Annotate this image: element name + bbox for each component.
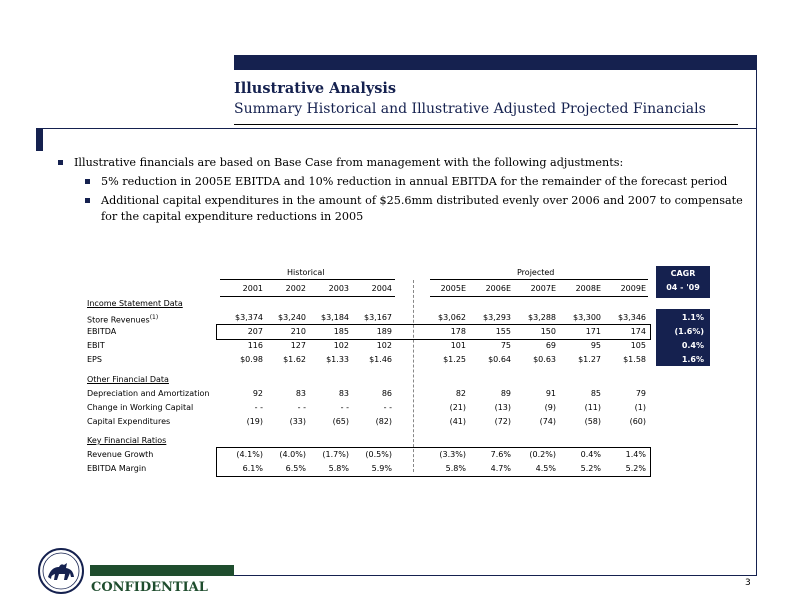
table-cell-store-revenues-2009E: $3,346	[618, 313, 646, 322]
table-cell-store-revenues-2005E: $3,062	[438, 313, 466, 322]
footnote-marker: (1)	[149, 314, 159, 321]
table-cell-ebit-2003: 102	[333, 341, 349, 350]
table-cell-da-2007E: 91	[545, 389, 556, 398]
year-rule-projected	[430, 296, 648, 297]
table-cell-ebitda-margin-2001: 6.1%	[242, 464, 263, 473]
table-cell-capex-2007E: (74)	[539, 417, 556, 426]
year-header-2007E: 2007E	[530, 284, 556, 293]
year-header-2004: 2004	[371, 284, 392, 293]
store-revenues-label: Store Revenues	[87, 315, 150, 325]
table-cell-eps-2007E: $0.63	[533, 355, 556, 364]
cagr-ebit: 0.4%	[681, 341, 704, 350]
table-cell-ebitda-2001: 207	[247, 327, 263, 336]
table-cell-rev-growth-2003: (1.7%)	[322, 450, 349, 459]
table-cell-ebitda-2007E: 150	[540, 327, 556, 336]
cagr-store-revenues: 1.1%	[681, 313, 704, 322]
table-cell-da-2002: 83	[295, 389, 306, 398]
table-cell-ebit-2008E: 95	[590, 341, 601, 350]
table-cell-store-revenues-2002: $3,240	[278, 313, 306, 322]
row-label-rev-growth: Revenue Growth	[87, 450, 154, 459]
table-cell-ebitda-margin-2009E: 5.2%	[625, 464, 646, 473]
year-header-2003: 2003	[328, 284, 349, 293]
table-cell-rev-growth-2006E: 7.6%	[490, 450, 511, 459]
page-title: Illustrative Analysis	[234, 80, 397, 97]
table-cell-eps-2002: $1.62	[283, 355, 306, 364]
cagr-ebitda: (1.6%)	[674, 327, 704, 336]
table-cell-ebit-2007E: 69	[545, 341, 556, 350]
table-cell-ebit-2001: 116	[247, 341, 263, 350]
bullet-sub-2-text: Additional capital expenditures in the amount of $25.6mm distributed evenly over 2006 and 2007 to compensate for the capital expenditure reductions in 2005	[101, 194, 743, 223]
table-cell-ebit-2009E: 105	[630, 341, 646, 350]
table-cell-capex-2009E: (60)	[629, 417, 646, 426]
table-cell-ebitda-2004: 189	[376, 327, 392, 336]
table-cell-wc-2004: - -	[383, 403, 392, 412]
table-cell-da-2008E: 85	[590, 389, 601, 398]
row-label-eps: EPS	[87, 355, 102, 364]
year-header-2001: 2001	[242, 284, 263, 293]
table-cell-da-2004: 86	[381, 389, 392, 398]
table-cell-ebitda-margin-2008E: 5.2%	[580, 464, 601, 473]
section-other: Other Financial Data	[87, 375, 169, 384]
table-cell-wc-2007E: (9)	[544, 403, 556, 412]
page-number: 3	[745, 578, 751, 588]
bullet-sub-1-text: 5% reduction in 2005E EBITDA and 10% reduction in annual EBITDA for the remainder of the forecast period	[101, 175, 728, 188]
table-cell-ebitda-margin-2004: 5.9%	[371, 464, 392, 473]
footer-green-bar	[90, 565, 234, 576]
table-cell-rev-growth-2002: (4.0%)	[279, 450, 306, 459]
bull-bear-logo-icon	[37, 547, 85, 595]
table-cell-store-revenues-2008E: $3,300	[573, 313, 601, 322]
cagr-label: CAGR	[670, 269, 696, 278]
table-cell-ebitda-2002: 210	[290, 327, 306, 336]
table-cell-ebit-2002: 127	[290, 341, 306, 350]
row-label-ebit: EBIT	[87, 341, 105, 350]
table-cell-ebitda-2003: 185	[333, 327, 349, 336]
table-cell-ebitda-margin-2007E: 4.5%	[535, 464, 556, 473]
row-label-wc: Change in Working Capital	[87, 403, 194, 412]
table-cell-ebitda-margin-2005E: 5.8%	[445, 464, 466, 473]
table-cell-wc-2003: - -	[340, 403, 349, 412]
table-cell-da-2009E: 79	[635, 389, 646, 398]
table-cell-store-revenues-2003: $3,184	[321, 313, 349, 322]
table-cell-ebit-2006E: 75	[500, 341, 511, 350]
table-cell-ebitda-2009E: 174	[630, 327, 646, 336]
table-cell-rev-growth-2009E: 1.4%	[625, 450, 646, 459]
row-label-ebitda-margin: EBITDA Margin	[87, 464, 147, 473]
table-cell-eps-2003: $1.33	[326, 355, 349, 364]
period-divider	[413, 280, 414, 472]
table-cell-ebit-2005E: 101	[450, 341, 466, 350]
table-cell-ebitda-margin-2002: 6.5%	[285, 464, 306, 473]
table-cell-store-revenues-2004: $3,167	[364, 313, 392, 322]
table-cell-capex-2005E: (41)	[449, 417, 466, 426]
table-cell-wc-2005E: (21)	[449, 403, 466, 412]
table-cell-store-revenues-2006E: $3,293	[483, 313, 511, 322]
historical-rule	[220, 279, 395, 280]
cagr-eps: 1.6%	[681, 355, 704, 364]
year-header-2002: 2002	[285, 284, 306, 293]
table-cell-da-2003: 83	[338, 389, 349, 398]
table-cell-rev-growth-2004: (0.5%)	[365, 450, 392, 459]
table-cell-eps-2004: $1.46	[369, 355, 392, 364]
row-label-ebitda: EBITDA	[87, 327, 117, 336]
table-cell-wc-2002: - -	[297, 403, 306, 412]
table-cell-rev-growth-2005E: (3.3%)	[439, 450, 466, 459]
table-cell-capex-2003: (65)	[332, 417, 349, 426]
row-label-store-revenues	[87, 313, 158, 326]
group-projected: Projected	[517, 268, 555, 277]
table-cell-eps-2009E: $1.58	[623, 355, 646, 364]
table-cell-ebitda-2006E: 155	[495, 327, 511, 336]
table-cell-da-2001: 92	[252, 389, 263, 398]
projected-rule	[430, 279, 648, 280]
table-cell-ebitda-margin-2003: 5.8%	[328, 464, 349, 473]
table-cell-rev-growth-2008E: 0.4%	[580, 450, 601, 459]
page-subtitle: Summary Historical and Illustrative Adjusted Projected Financials	[234, 101, 706, 117]
year-header-2008E: 2008E	[575, 284, 601, 293]
table-cell-capex-2008E: (58)	[584, 417, 601, 426]
year-header-2006E: 2006E	[485, 284, 511, 293]
section-income: Income Statement Data	[87, 299, 183, 308]
table-cell-capex-2006E: (72)	[494, 417, 511, 426]
table-cell-wc-2008E: (11)	[584, 403, 601, 412]
table-cell-capex-2002: (33)	[289, 417, 306, 426]
table-cell-eps-2008E: $1.27	[578, 355, 601, 364]
table-cell-capex-2001: (19)	[246, 417, 263, 426]
table-cell-da-2006E: 89	[500, 389, 511, 398]
table-cell-ebitda-margin-2006E: 4.7%	[490, 464, 511, 473]
table-cell-ebit-2004: 102	[376, 341, 392, 350]
table-cell-store-revenues-2007E: $3,288	[528, 313, 556, 322]
bullet-main-text: Illustrative financials are based on Base Case from management with the following adjustments:	[74, 156, 624, 169]
table-cell-ebitda-2008E: 171	[585, 327, 601, 336]
confidential-label: CONFIDENTIAL	[91, 580, 208, 595]
group-historical: Historical	[287, 268, 325, 277]
table-cell-rev-growth-2001: (4.1%)	[236, 450, 263, 459]
section-ratios: Key Financial Ratios	[87, 436, 167, 445]
cagr-range: 04 - '09	[666, 283, 700, 292]
year-header-2009E: 2009E	[620, 284, 646, 293]
table-cell-eps-2001: $0.98	[240, 355, 263, 364]
year-rule-historical	[220, 296, 395, 297]
table-cell-rev-growth-2007E: (0.2%)	[529, 450, 556, 459]
table-cell-wc-2006E: (13)	[494, 403, 511, 412]
table-cell-wc-2009E: (1)	[634, 403, 646, 412]
table-cell-store-revenues-2001: $3,374	[235, 313, 263, 322]
year-header-2005E: 2005E	[440, 284, 466, 293]
row-label-capex: Capital Expenditures	[87, 417, 171, 426]
table-cell-da-2005E: 82	[455, 389, 466, 398]
cagr-values	[656, 309, 710, 366]
table-cell-eps-2006E: $0.64	[488, 355, 511, 364]
table-cell-wc-2001: - -	[254, 403, 263, 412]
table-cell-capex-2004: (82)	[375, 417, 392, 426]
table-cell-eps-2005E: $1.25	[443, 355, 466, 364]
table-cell-ebitda-2005E: 178	[450, 327, 466, 336]
cagr-header	[656, 266, 710, 298]
row-label-da: Depreciation and Amortization	[87, 389, 210, 398]
